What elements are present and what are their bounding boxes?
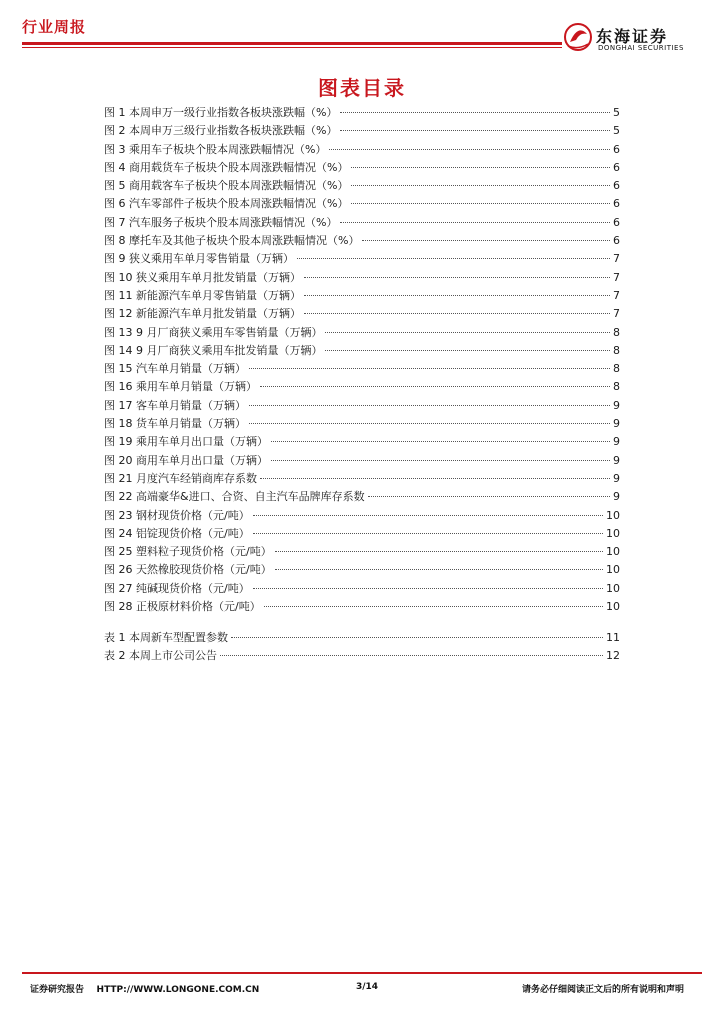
leader-dots (249, 405, 610, 406)
brand-name: 东海证券 (596, 27, 669, 46)
figure-page-number: 9 (613, 435, 620, 449)
figure-entry[interactable] (104, 507, 620, 525)
figure-entry[interactable] (104, 561, 620, 579)
leader-dots (275, 569, 603, 570)
leader-dots (325, 332, 610, 333)
figure-title: 图 18 货车单月销量（万辆） (104, 417, 246, 431)
figure-page-number: 10 (606, 545, 620, 559)
figure-page-number: 7 (613, 252, 620, 266)
figure-page-number: 6 (613, 142, 620, 156)
figure-title: 图 9 狭义乘用车单月零售销量（万辆） (104, 252, 294, 266)
figure-page-number: 10 (606, 563, 620, 577)
leader-dots (249, 423, 610, 424)
leader-dots (271, 441, 610, 442)
figure-page-number: 9 (613, 490, 620, 504)
figure-page-number: 10 (606, 526, 620, 540)
figure-title: 图 8 摩托车及其他子板块个股本周涨跌幅情况（%） (104, 234, 360, 248)
figure-title: 图 11 新能源汽车单月零售销量（万辆） (104, 288, 301, 302)
leader-dots (340, 130, 610, 131)
leader-dots (368, 496, 610, 497)
figure-page-number: 8 (613, 343, 620, 357)
figure-entry[interactable] (104, 488, 620, 506)
figure-title: 图 24 铝锭现货价格（元/吨） (104, 526, 250, 540)
figure-title: 图 7 汽车服务子板块个股本周涨跌幅情况（%） (104, 215, 338, 229)
table-list (104, 629, 620, 666)
leader-dots (304, 277, 610, 278)
leader-dots (249, 368, 610, 369)
figure-title: 图 25 塑料粒子现货价格（元/吨） (104, 545, 272, 559)
leader-dots (253, 533, 603, 534)
figure-page-number: 6 (613, 179, 620, 193)
figure-title: 图 5 商用载客车子板块个股本周涨跌幅情况（%） (104, 179, 349, 193)
leader-dots (253, 588, 603, 589)
table-entry[interactable] (104, 647, 620, 665)
figure-title: 图 21 月度汽车经销商库存系数 (104, 471, 257, 485)
figure-entry[interactable] (104, 269, 620, 287)
report-type-label: 行业周报 (22, 18, 87, 36)
leader-dots (253, 515, 603, 516)
figure-entry[interactable] (104, 580, 620, 598)
figure-entry[interactable] (104, 433, 620, 451)
figure-entry[interactable] (104, 305, 620, 323)
table-page-number: 11 (606, 631, 620, 644)
figure-title: 图 17 客车单月销量（万辆） (104, 398, 246, 412)
figure-page-number: 9 (613, 453, 620, 467)
leader-dots (329, 149, 610, 150)
leader-dots (264, 606, 603, 607)
leader-dots (340, 222, 610, 223)
figure-title: 图 6 汽车零部件子板块个股本周涨跌幅情况（%） (104, 197, 349, 211)
figure-page-number: 7 (613, 270, 620, 284)
figure-page-number: 9 (613, 417, 620, 431)
figure-title: 图 16 乘用车单月销量（万辆） (104, 380, 257, 394)
page-title: 图表目录 (318, 76, 406, 100)
figure-page-number: 9 (613, 398, 620, 412)
figure-title: 图 12 新能源汽车单月批发销量（万辆） (104, 307, 301, 321)
figure-entry[interactable] (104, 104, 620, 122)
leader-dots (362, 240, 610, 241)
leader-dots (271, 460, 610, 461)
header-rule (22, 42, 562, 45)
header-rule-thin (22, 47, 562, 48)
table-page-number: 12 (606, 649, 620, 663)
figure-title: 图 10 狭义乘用车单月批发销量（万辆） (104, 270, 301, 284)
figure-page-number: 8 (613, 325, 620, 339)
brand-name-en: DONGHAI SECURITIES (598, 44, 684, 52)
figure-entry[interactable] (104, 378, 620, 396)
figure-entry[interactable] (104, 287, 620, 305)
figure-page-number: 8 (613, 380, 620, 394)
figure-entry[interactable] (104, 360, 620, 378)
figure-entry[interactable] (104, 543, 620, 561)
leader-dots (260, 386, 610, 387)
leader-dots (231, 637, 603, 638)
figure-title: 图 14 9 月厂商狭义乘用车批发销量（万辆） (104, 343, 323, 357)
figure-list (104, 104, 620, 616)
figure-title: 图 4 商用载货车子板块个股本周涨跌幅情况（%） (104, 160, 349, 174)
figure-title: 图 20 商用车单月出口量（万辆） (104, 453, 268, 467)
footer-rule (22, 972, 702, 974)
figure-title: 图 19 乘用车单月出口量（万辆） (104, 435, 268, 449)
figure-entry[interactable] (104, 141, 620, 159)
figure-title: 图 28 正极原材料价格（元/吨） (104, 600, 261, 614)
figure-title: 图 26 天然橡胶现货价格（元/吨） (104, 563, 272, 577)
figure-entry[interactable] (104, 122, 620, 140)
figure-page-number: 6 (613, 215, 620, 229)
figure-page-number: 5 (613, 124, 620, 138)
figure-title: 图 22 高端豪华&进口、合资、自主汽车品牌库存系数 (104, 490, 365, 504)
figure-title: 图 3 乘用车子板块个股本周涨跌幅情况（%） (104, 142, 327, 156)
leader-dots (220, 655, 603, 656)
leader-dots (351, 167, 610, 168)
leader-dots (351, 185, 610, 186)
figure-page-number: 10 (606, 581, 620, 595)
figure-entry[interactable] (104, 342, 620, 360)
table-title: 表 2 本周上市公司公告 (104, 649, 217, 663)
figure-page-number: 6 (613, 160, 620, 174)
figure-title: 图 15 汽车单月销量（万辆） (104, 362, 246, 376)
figure-entry[interactable] (104, 195, 620, 213)
leader-dots (260, 478, 610, 479)
footer-report-site: 证券研究报告 HTTP://WWW.LONGONE.COM.CN (30, 985, 260, 995)
figure-page-number: 7 (613, 307, 620, 321)
figure-title: 图 23 钢材现货价格（元/吨） (104, 508, 250, 522)
figure-entry[interactable] (104, 525, 620, 543)
leader-dots (304, 313, 610, 314)
figure-title: 图 27 纯碱现货价格（元/吨） (104, 581, 250, 595)
figure-entry[interactable] (104, 415, 620, 433)
leader-dots (351, 203, 610, 204)
figure-title: 图 1 本周申万一级行业指数各板块涨跌幅（%） (104, 106, 338, 119)
figure-page-number: 6 (613, 197, 620, 211)
figure-entry[interactable] (104, 250, 620, 268)
leader-dots (340, 112, 610, 113)
figure-entry[interactable] (104, 177, 620, 195)
figure-entry[interactable] (104, 159, 620, 177)
figure-page-number: 8 (613, 362, 620, 376)
figure-page-number: 5 (613, 106, 620, 119)
figure-entry[interactable] (104, 214, 620, 232)
figure-entry[interactable] (104, 470, 620, 488)
figure-entry[interactable] (104, 324, 620, 342)
figure-page-number: 6 (613, 234, 620, 248)
figure-page-number: 7 (613, 288, 620, 302)
table-title: 表 1 本周新车型配置参数 (104, 631, 228, 644)
leader-dots (325, 350, 610, 351)
figure-page-number: 9 (613, 471, 620, 485)
figure-page-number: 10 (606, 600, 620, 614)
table-entry[interactable] (104, 629, 620, 647)
figure-page-number: 10 (606, 508, 620, 522)
leader-dots (275, 551, 603, 552)
disclaimer-note: 请务必仔细阅读正文后的所有说明和声明 (522, 985, 685, 995)
leader-dots (304, 295, 610, 296)
leader-dots (297, 258, 610, 259)
figure-entry[interactable] (104, 397, 620, 415)
figure-entry[interactable] (104, 232, 620, 250)
figure-entry[interactable] (104, 598, 620, 616)
figure-title: 图 2 本周申万三级行业指数各板块涨跌幅（%） (104, 124, 338, 138)
page-number: 3/14 (356, 982, 379, 992)
figure-title: 图 13 9 月厂商狭义乘用车零售销量（万辆） (104, 325, 323, 339)
figure-entry[interactable] (104, 452, 620, 470)
